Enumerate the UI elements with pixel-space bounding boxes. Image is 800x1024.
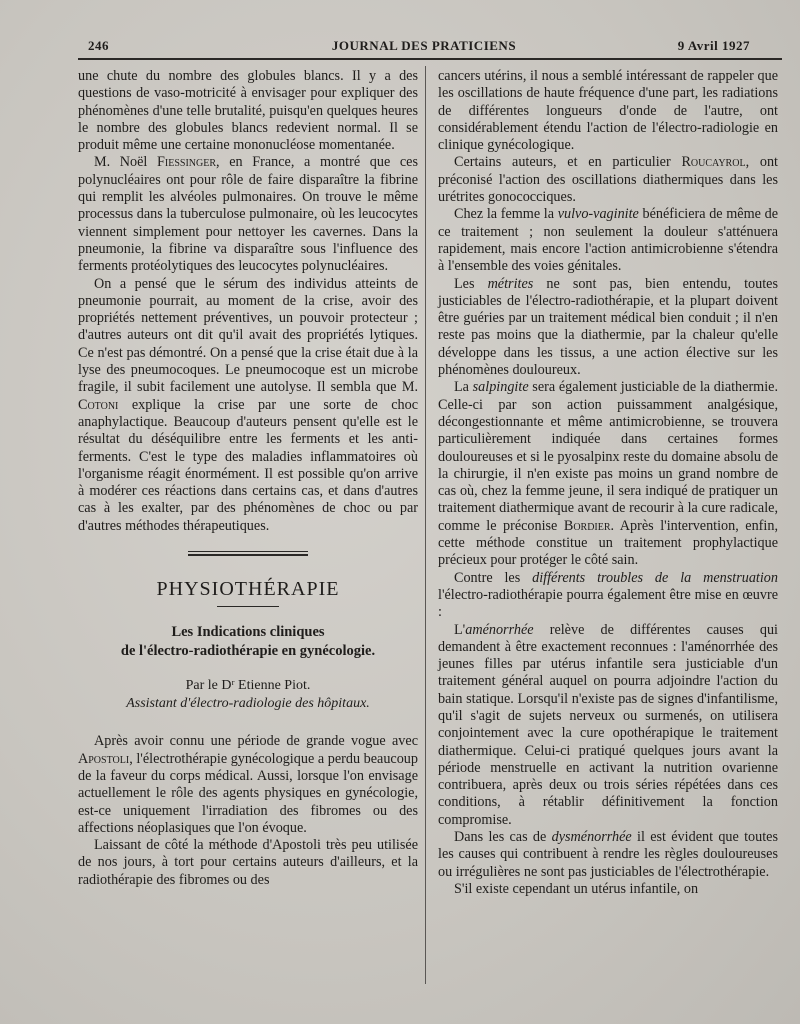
author-name: Apostoli [78,750,130,767]
paragraph: Laissant de côté la méthode d'Apostoli très peu utilisée de nos jours, à tort pour certains auteurs d'ailleurs, et la radiothérapie des fibromes ou des [78,837,418,888]
paragraph: Les métrites ne sont pas, bien entendu, toutes justiciables de l'électro-radiothérapie, et la plupart doivent être guéries par un traitement médical bien conduit ; il n'en reste pas moins que la diathermie, par la chaleur qu'elle développe dans les tissus, a une action élective sur les phénomènes douloureux. [438,275,778,379]
author-name: Roucayrol [681,154,746,171]
page-number: 246 [88,38,109,53]
paragraph: L'aménorrhée relève de différentes causes qui demandent à être exactement reconnues : l'aménorrhée des jeunes filles par utérus infantile sera justiciable d'un traitement général auquel on pourra adjoindre l'action du bain statique. Lorsqu'il n'existe pas de signes d'infantilisme, qu'il s'agit de sujets nerveux ou surmenés, on utilisera conjointement avec la cure opothérapique le traitement diathermique. Celui-ci pratiqué quelques jours avant la période menstruelle en activant la nutrition ovarienne contribuera, après deux ou trois séries répétées dans ces conditions, à rétablir définitivement la fonction compromise. [438,621,778,828]
italic-term: métrites [487,275,534,292]
left-column [78,68,418,889]
running-header [78,34,770,56]
paragraph: M. Noël Fiessinger, en France, a montré que ces polynucléaires ont pour rôle de faire disparaître la fibrine qui remplit les alvéoles pulmonaires. On trouve le même processus dans la tuberculose pulmonaire, où les leucocytes viennent simplement pour nettoyer les cavernes. Dans la pneumonie, la fibrine va disparaître sous l'influence des ferments protéolytiques des leucocytes polynucléaires. [78,154,418,275]
header-rule [78,58,782,60]
author-name: Cotoni [78,396,119,413]
journal-title: JOURNAL DES PRATICIENS [331,38,517,53]
italic-term: salpingite [472,379,529,396]
section-title: PHYSIOTHÉRAPIE [156,578,340,601]
paragraph: Certains auteurs, et en particulier Roucayrol, ont préconisé l'action des oscillations diathermiques dans les urétrites gonococciques. [438,154,778,206]
right-column [438,68,778,898]
paragraph: La salpingite sera également justiciable de la diathermie. Celle-ci par son action puissamment analgésique, décongestionnante et même antimicrobienne, se trouvera particulièrement indiquée dans certaines formes douloureuses et si le pyosalpinx reste du domaine absolu de la chirurgie, il n'en existe pas moins un grand nombre de cas où, chez la femme jeune, il sera indiqué de pratiquer un traitement diathermique avant de recourir à la cure radicale, comme le préconise Bordier. Après l'intervention, enfin, cette méthode constitue un traitement prophylactique précieux pour protéger le côté sain. [438,379,778,569]
paragraph: Dans les cas de dysménorrhée il est évident que toutes les causes qui contribuent à rendre les règles douloureuses ou irrégulières ne sont pas justiciables de l'électrothérapie. [438,829,778,880]
italic-term: aménorrhée [465,621,534,638]
author-affiliation: Assistant d'électro-radiologie des hôpitaux. [126,696,370,712]
author-name: Bordier [563,517,611,534]
italic-term: différents troubles de la menstruation [532,569,778,586]
section-ornament [78,547,418,561]
column-divider [425,66,426,984]
article-title: Les Indications cliniques de l'électro-radiothérapie en gynécologie. [120,624,376,660]
paragraph: Chez la femme la vulvo-vaginite bénéficiera de même de ce traitement ; non seulement la douleur s'atténuera rapidement, mais encore l'action antimicrobienne s'étendra à l'ensemble des voies génitales. [438,206,778,275]
author-line: Par le Dʳ Etienne Piot. [185,678,311,694]
byline [78,677,418,713]
issue-date: 9 Avril 1927 [677,38,750,53]
paragraph: cancers utérins, il nous a semblé intéressant de rappeler que les oscillations de haute fréquence d'une part, les radiations de différentes longueurs d'onde de l'autre, ont considérablement étendu l'action de l'électro-radiologie en clinique gynécologique. [438,68,778,154]
title-rule [217,606,279,607]
paragraph: Après avoir connu une période de grande vogue avec Apostoli, l'électrothérapie gynécologique a perdu beaucoup de la faveur du corps médical. Aussi, lorsque l'on envisage actuellement le rôle des agents physiques en gynécologie, est-ce uniquement l'irradiation des fibromes ou des affections néoplasiques que l'on évoque. [78,733,418,836]
paragraph: Contre les différents troubles de la menstruation l'électro-radiothérapie pourra également être mise en œuvre : [438,569,778,621]
paragraph: une chute du nombre des globules blancs. Il y a des questions de vaso-motricité à envisager pour expliquer des phénomènes d'une telle brutalité, puisqu'en quelques heures le nombre des globules blancs redevient normal. Il se produit même une certaine mononucléose momentanée. [78,68,418,154]
italic-term: vulvo-vaginite [557,206,639,223]
author-name: Fiessinger [157,154,217,171]
paragraph: On a pensé que le sérum des individus atteints de pneumonie pourrait, au moment de la crise, avoir des propriétés nettement préventives, un pouvoir protecteur ; d'autres auteurs ont dit qu'il avait des propriétés lytiques. Ce n'est pas démontré. On a pensé que la crise était due à la lyse des pneumocoques. Le pneumocoque est un microbe fragile, il subit facilement une autolyse. Il sembla que M. Cotoni explique la crise par une sorte de choc anaphylactique. Beaucoup d'auteurs pensent qu'elle est le résultat du déséquilibre entre les ferments et les anti-ferments. C'est le type des maladies inflammatoires où l'organisme réagit énormément. Il est possible qu'on arrive à modérer ces réactions dans certains cas, et dans d'autres cas à les exalter, par des phénomènes de choc ou par d'autres méthodes thérapeutiques. [78,275,418,534]
italic-term: dysménorrhée [551,829,632,846]
paragraph: S'il existe cependant un utérus infantile, on [454,880,699,897]
